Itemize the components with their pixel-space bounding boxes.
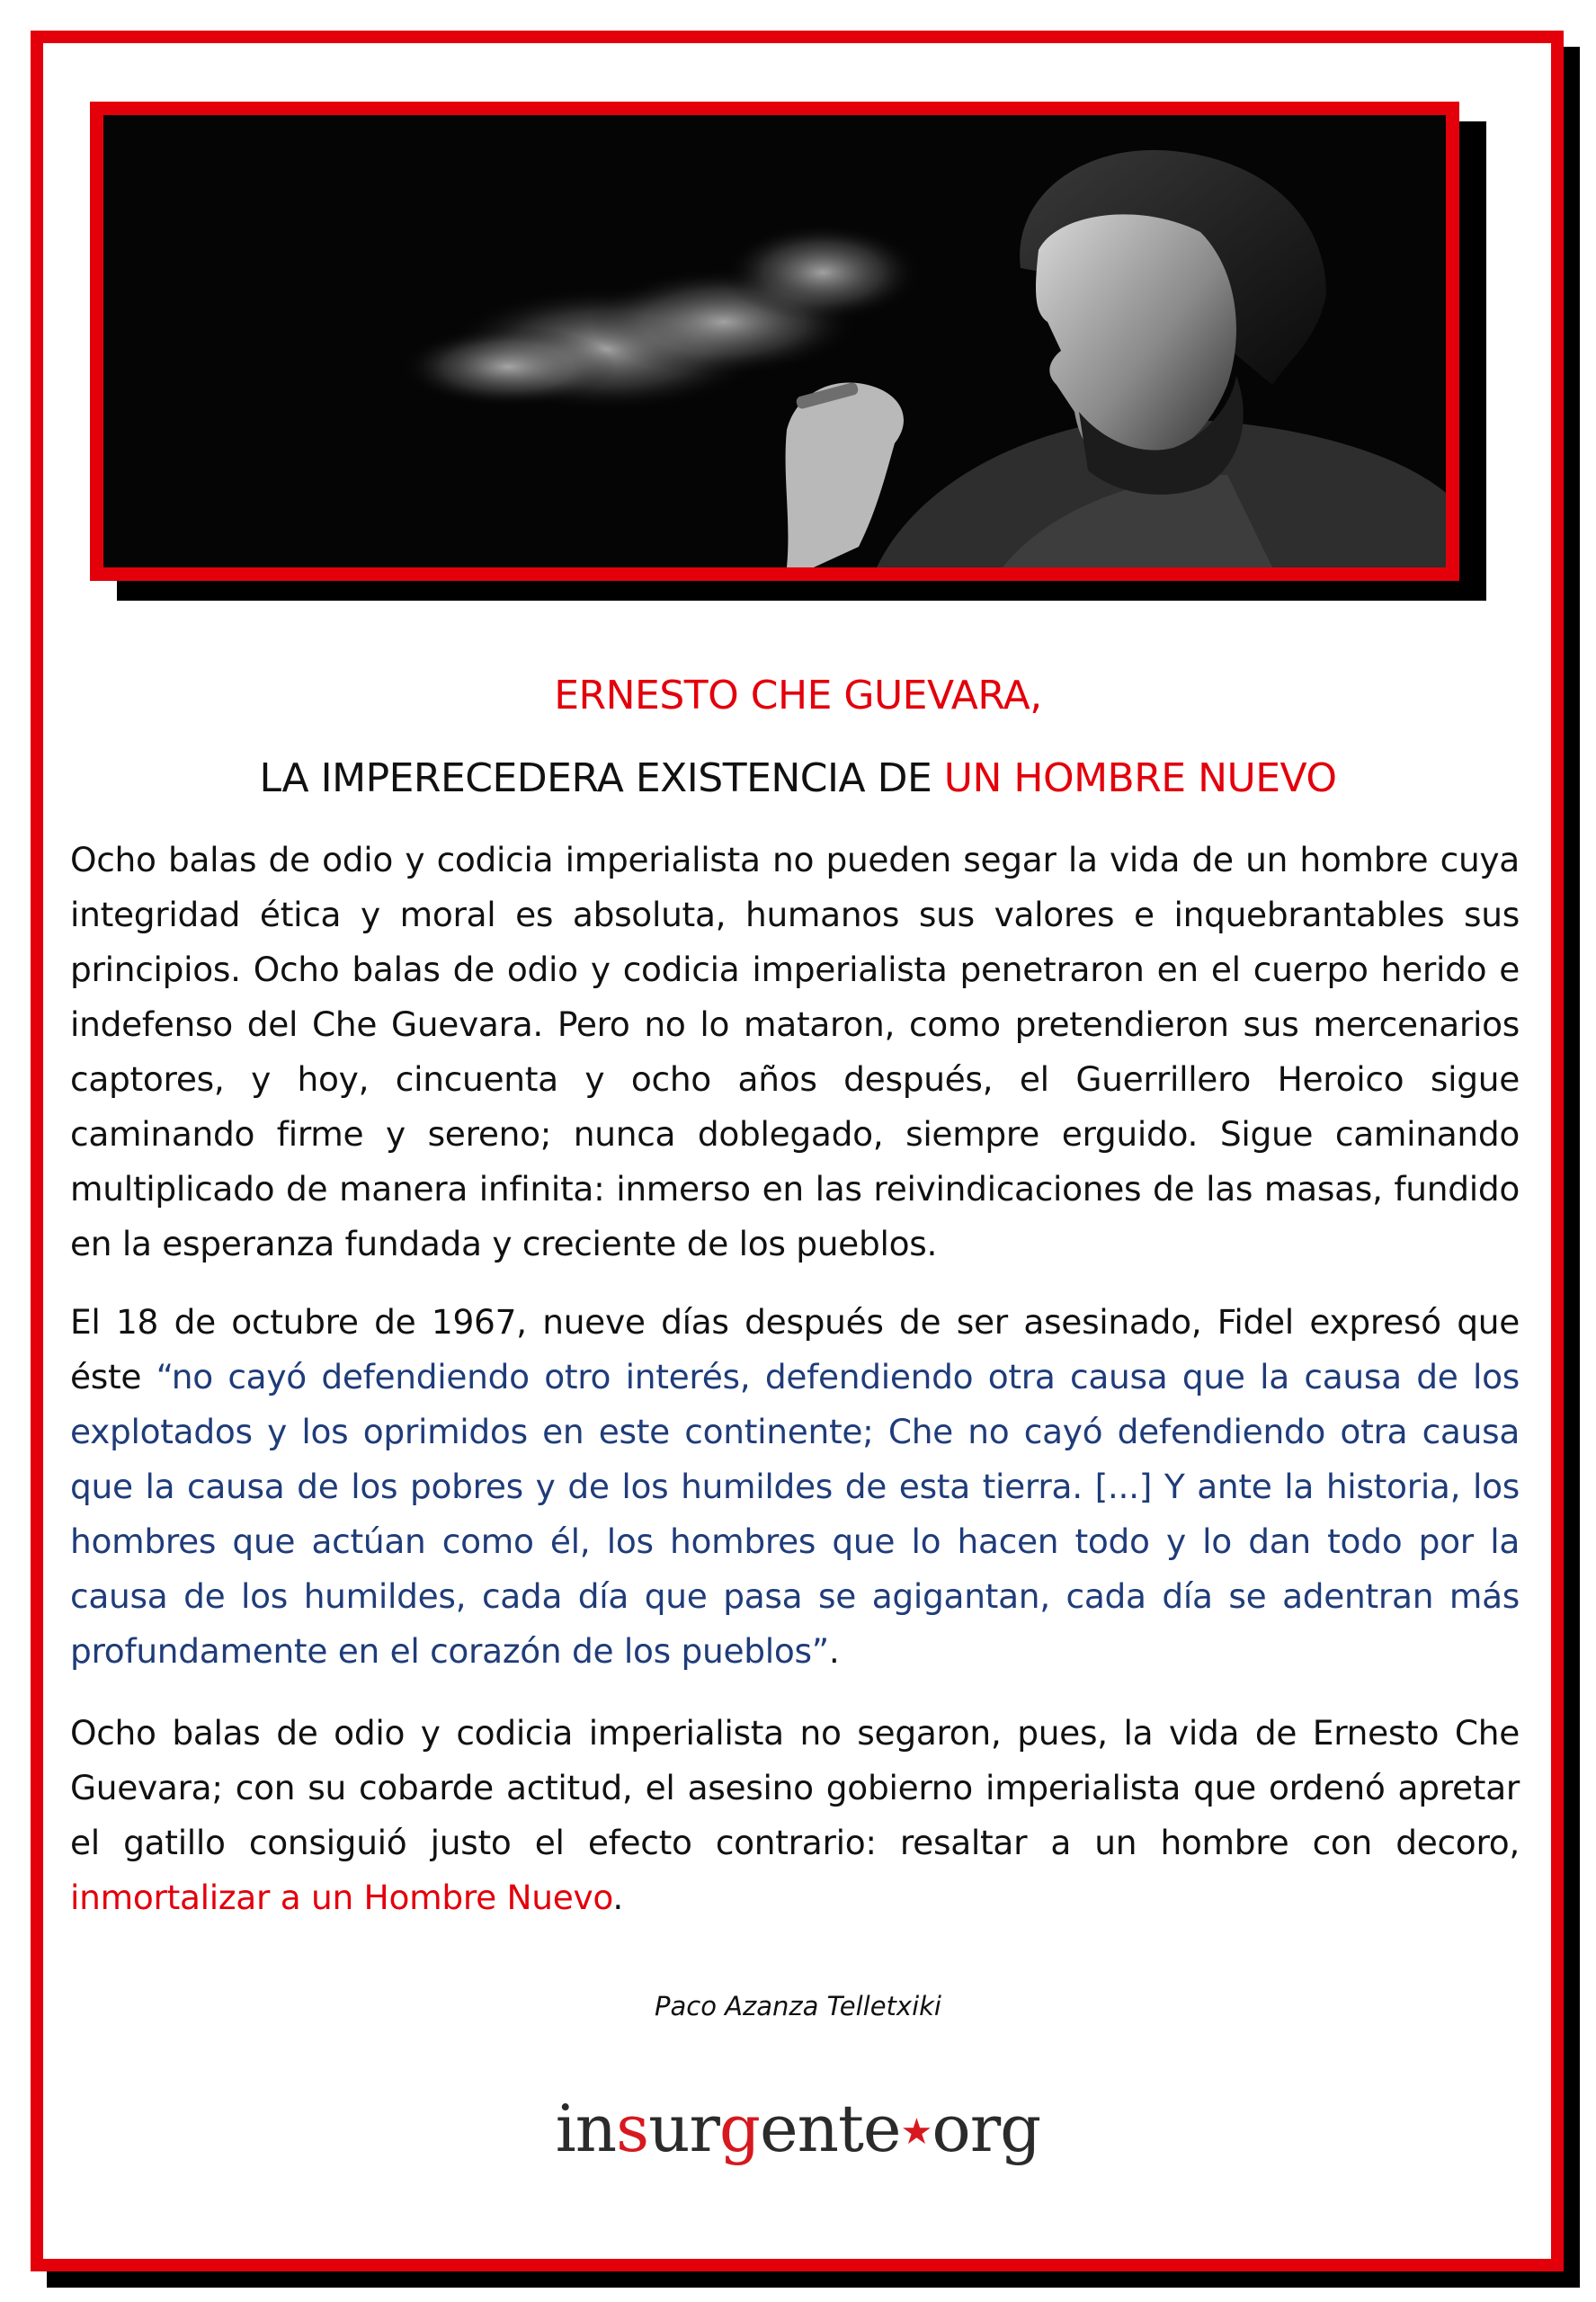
title-line-2-highlight: UN HOMBRE NUEVO <box>943 755 1337 801</box>
fidel-quote: “no cayó defendiendo otro interés, defendiendo otra causa que la causa de los explotados y los oprimidos en este continente; Che no cayó defendiendo otra causa que la causa de los pobres y de los humildes de esta tierra. [...] Y ante la historia, los hombres que actúan como él, los hombres que lo hacen todo y lo dan todo por la causa de los humildes, cada día que pasa se agigantan, cada día se adentran más profundamente en el corazón de los pueblos” <box>70 1357 1520 1671</box>
che-guevara-portrait-image <box>103 115 1446 567</box>
star-icon: ★ <box>900 2111 932 2153</box>
paragraph-3 <box>70 1706 1520 1925</box>
logo-part-5: ente <box>760 2091 901 2166</box>
paragraph-3-end: . <box>612 1878 624 1917</box>
logo-part-4: g <box>718 2091 760 2166</box>
title-line-2 <box>0 755 1596 801</box>
paragraph-2 <box>70 1295 1520 1679</box>
title-line-2-text: LA IMPERECEDERA EXISTENCIA DE <box>259 755 944 801</box>
logo-part-2: s <box>616 2091 649 2166</box>
title-line-1: ERNESTO CHE GUEVARA, <box>554 673 1042 718</box>
paragraph-1: Ocho balas de odio y codicia imperialista no pueden segar la vida de un hombre cuya integridad ética y moral es absoluta, humanos sus valores e inquebrantables sus principios. Ocho balas de odio y codicia imperialista penetraron en el cuerpo herido e indefenso del Che Guevara. Pero no lo mataron, como pretendieron sus mercenarios captores, y hoy, cincuenta y ocho años después, el Guerrillero Heroico sigue caminando firme y sereno; nunca doblegado, siempre erguido. Sigue caminando multiplicado de manera infinita: inmerso en las reivindicaciones de las masas, fundido en la esperanza fundada y creciente de los pueblos. <box>70 840 1520 1263</box>
banner-photo <box>103 115 1446 567</box>
paragraph-3-highlight: inmortalizar a un Hombre Nuevo <box>70 1878 613 1917</box>
insurgente-logo <box>0 2091 1596 2166</box>
paragraph-2-intro: El 18 de octubre de 1967, nueve días después de ser asesinado, Fidel expresó que éste <box>70 1302 1520 1396</box>
logo-part-6: org <box>932 2091 1041 2166</box>
author-signature: Paco Azanza Telletxiki <box>655 1991 941 2021</box>
paragraph-3-text: Ocho balas de odio y codicia imperialista no segaron, pues, la vida de Ernesto Che Guevara; con su cobarde actitud, el asesino gobierno imperialista que ordenó apretar el gatillo consiguió justo el efecto contrario: resaltar a un hombre con decoro, <box>70 1713 1520 1862</box>
logo-part-1: in <box>555 2091 617 2166</box>
paragraph-2-end: . <box>828 1631 840 1671</box>
logo-part-3: ur <box>648 2091 719 2166</box>
